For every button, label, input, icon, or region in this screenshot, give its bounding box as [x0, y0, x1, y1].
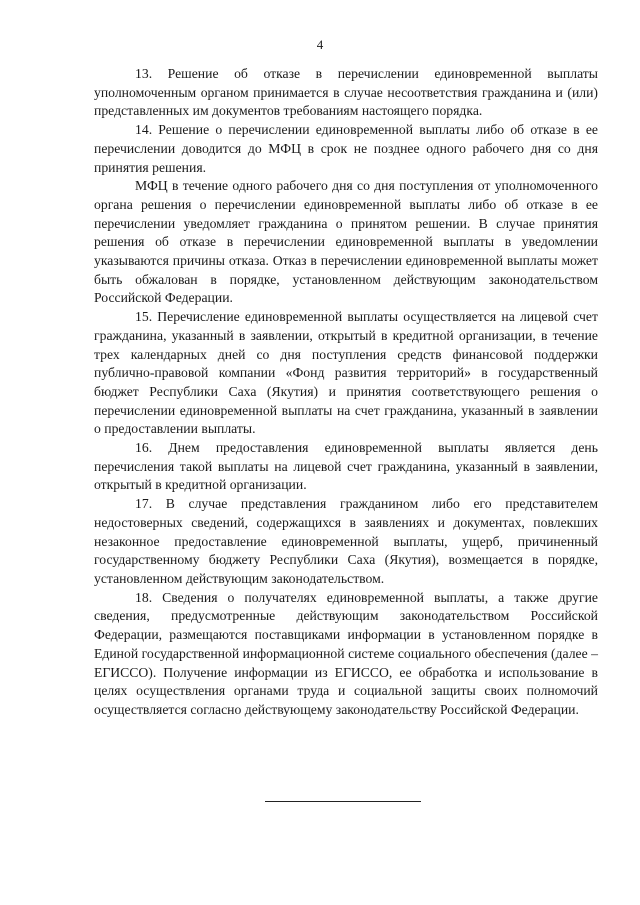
paragraph-14: 14. Решение о перечислении единовременной выплаты либо об отказе в ее перечислении доводится до МФЦ в срок не позднее одного рабочего дня со дня принятия решения. [94, 122, 598, 175]
document-body [94, 65, 598, 720]
paragraph-16: 16. Днем предоставления единовременной выплаты является день перечисления такой выплаты на лицевой счет гражданина, указанный в заявлении, открытый в кредитной организации. [94, 440, 598, 493]
paragraph-17: 17. В случае представления гражданином либо его представителем недостоверных сведений, содержащихся в заявлениях и документах, повлекших незаконное предоставление единовременной выплаты, ущерб, причиненный государственному бюджету Республики Саха (Якутия), возмещается в порядке, установленном действующим законодательством. [94, 496, 598, 586]
end-divider-line [265, 801, 421, 802]
paragraph-mfc-notification: МФЦ в течение одного рабочего дня со дня поступления от уполномоченного органа решения о перечислении единовременной выплаты либо об отказе в ее перечислении уведомляет гражданина о принятом решении. В случае принятия решения об отказе в перечислении единовременной выплаты в уведомлении указываются причины отказа. Отказ в перечислении единовременной выплаты может быть обжалован в порядке, установленном действующим законодательством Российской Федерации. [94, 178, 598, 306]
paragraph-13: 13. Решение об отказе в перечислении единовременной выплаты уполномоченным органом принимается в случае несоответствия гражданина и (или) представленных им документов требованиям настоящего порядка. [94, 66, 598, 119]
page-number: 4 [316, 37, 324, 52]
paragraph-15: 15. Перечисление единовременной выплаты осуществляется на лицевой счет гражданина, указанный в заявлении, открытый в кредитной организации, в течение трех календарных дней со дня поступления средств финансовой поддержки публично-правовой компании «Фонд развития территорий» в государственный бюджет Республики Саха (Якутия) и принятия соответствующего решения о перечислении единовременной выплаты на счет гражданина, указанный в заявлении о предоставлении выплаты. [94, 309, 598, 437]
paragraph-18: 18. Сведения о получателях единовременной выплаты, а также другие сведения, предусмотренные действующим законодательством Российской Федерации, размещаются поставщиками информации в установленном порядке в Единой государственной информационной системе социального обеспечения (далее – ЕГИССО). Получение информации из ЕГИССО, ее обработка и использование в целях осуществления органами труда и социальной защиты своих полномочий осуществляется согласно действующему законодательству Российской Федерации. [94, 589, 598, 717]
